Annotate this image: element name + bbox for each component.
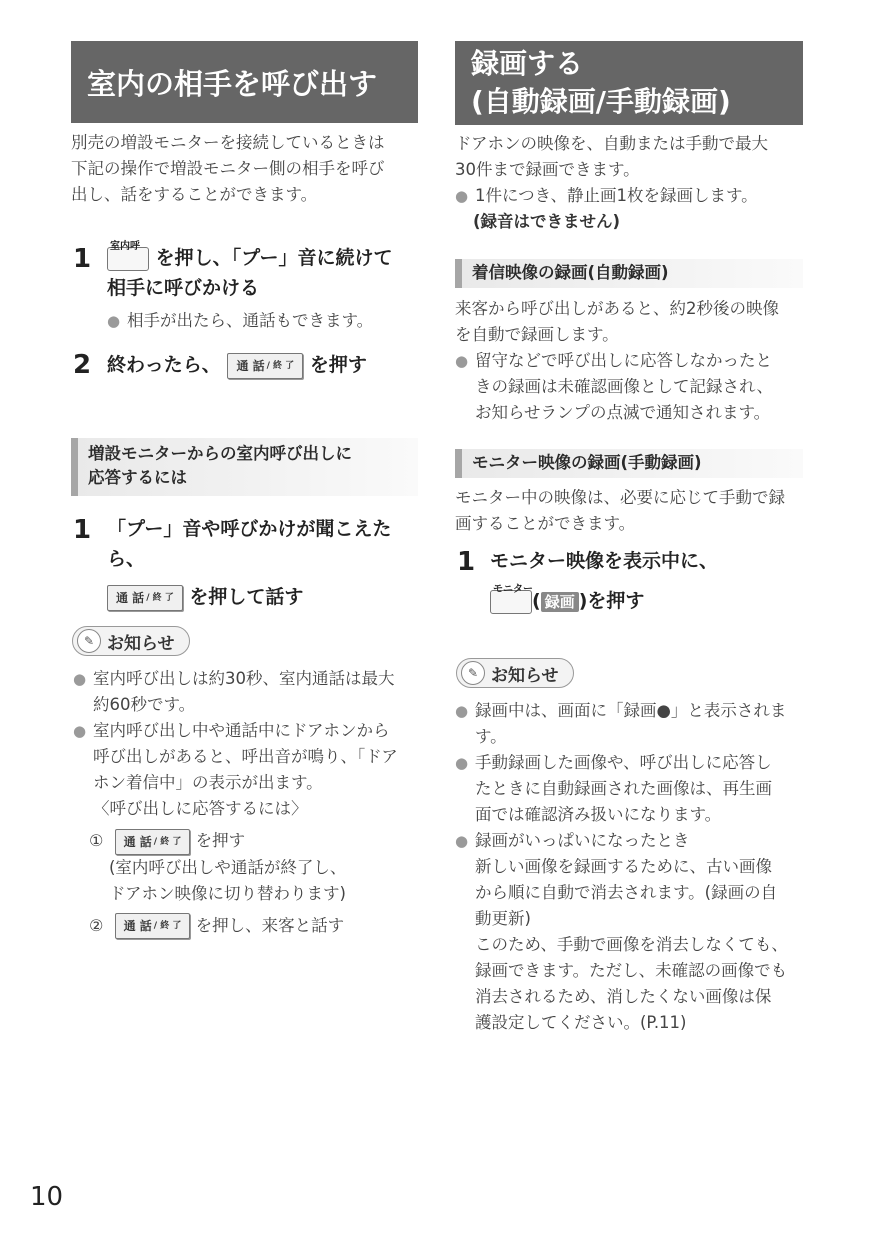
item-text: を押す: [195, 831, 246, 850]
notice-label: お知らせ: [491, 665, 559, 686]
bullet-text: 1件につき、静止画1枚を録画します。: [475, 186, 758, 205]
paren: (: [532, 590, 541, 612]
bullet-text: す。: [475, 727, 507, 746]
button-label-small: / 終 了: [153, 921, 182, 931]
bullet-item: [107, 308, 447, 334]
step-number: 1: [73, 515, 92, 545]
button-label: 通 話: [123, 834, 152, 849]
right-subheading-auto: [455, 259, 803, 288]
left-header-text: 室内の相手を呼び出す: [87, 66, 378, 101]
talk-end-button[interactable]: [115, 913, 191, 939]
bullet-text: ● 室内呼び出しは約30秒、室内通話は最大: [93, 669, 395, 688]
notice-label: お知らせ: [107, 633, 175, 654]
right-header-line: 録画する: [471, 47, 584, 80]
bullet-item: [455, 750, 805, 828]
bullet-text: このため、手動で画像を消去しなくても、: [475, 935, 788, 954]
step-number: 2: [73, 350, 92, 380]
body-line: モニター中の映像は、必要に応じて手動で録: [455, 488, 785, 507]
right-header-line: (自動録画/手動録画): [471, 85, 731, 118]
step-number: 1: [457, 547, 476, 577]
left-step3: [107, 514, 427, 612]
bullet-text: 面では確認済み扱いになります。: [475, 805, 722, 824]
step-text: 終わったら、: [107, 354, 221, 376]
notice-badge: [72, 626, 190, 656]
left-notice-list: [73, 666, 423, 939]
manual-record-text: [455, 485, 805, 537]
step-text: を押し、「プー」音に続けて: [155, 247, 393, 269]
bullet-item: [455, 348, 805, 426]
button-label-small: / 終 了: [153, 836, 182, 847]
bullet-text: 新しい画像を録画するために、古い画像: [475, 857, 772, 876]
notice-icon: ✎: [461, 661, 485, 685]
note-text: ドアホン映像に切り替わります): [109, 883, 346, 903]
bullet-text: から順に自動で消去されます。(録画の自: [475, 883, 778, 902]
subheading-text: 着信映像の録画(自動録画): [472, 263, 669, 282]
subheading-line: 応答するには: [88, 468, 187, 487]
bullet-text: ● 留守などで呼び出しに応答しなかったと: [475, 351, 772, 370]
subheading-line: 増設モニターからの室内呼び出しに: [88, 444, 352, 463]
answer-heading: 〈呼び出しに応答するには〉: [93, 799, 308, 818]
left-section-header: [71, 41, 418, 123]
right-intro: [455, 131, 805, 235]
button-label-small: / 終 了: [266, 360, 295, 371]
bullet-text: 消去されるため、消したくない画像は保: [475, 987, 772, 1006]
bullet-text: ● 手動録画した画像や、呼び出しに応答し: [475, 753, 772, 772]
bullet-text: 約60秒です。: [93, 695, 196, 714]
intercom-button[interactable]: [107, 240, 149, 271]
bullet-text: 動更新): [475, 909, 531, 928]
bullet-text: ● 録画がいっぱいになったとき: [475, 831, 690, 850]
step-number: 1: [73, 244, 92, 274]
step-text: を押して話す: [189, 586, 304, 608]
step-text: 相手に呼びかける: [107, 277, 260, 299]
right-notice-list: [455, 698, 805, 1036]
bullet-text: 録画できます。ただし、未確認の画像でも: [475, 961, 788, 980]
monitor-button[interactable]: [490, 583, 533, 614]
bullet-text: 相手が出たら、通話もできます。: [127, 311, 374, 330]
auto-record-text: [455, 296, 805, 426]
record-key[interactable]: 録画: [541, 592, 579, 612]
intro-line: 30件まで録画できます。: [455, 160, 640, 179]
bullet-item: [73, 718, 423, 822]
circled-item: [73, 828, 423, 855]
subheading-text: モニター映像の録画(手動録画): [472, 453, 702, 472]
intro-line: ドアホンの映像を、自動または手動で最大: [455, 134, 769, 153]
button-label-small: / 終 了: [146, 592, 174, 603]
page-number: 10: [30, 1182, 64, 1212]
bullet-text: お知らせランプの点滅で通知されます。: [475, 403, 771, 422]
circled-item: [73, 913, 423, 940]
notice-badge: [456, 658, 574, 688]
button-label: 通 話: [116, 590, 145, 605]
right-step1: [490, 546, 800, 616]
body-line: 画することができます。: [455, 514, 636, 533]
note-text: (室内呼び出しや通話が終了し、: [109, 857, 347, 877]
left-intro-line: 出し、話をすることができます。: [71, 185, 318, 204]
circled-number: ②: [89, 915, 104, 935]
bullet-item: [73, 666, 423, 718]
bullet-text: 護設定してください。(P.11): [475, 1013, 687, 1032]
bullet-text: ● 録画中は、画面に「録画●」と表示されま: [475, 701, 787, 720]
left-step1: [107, 240, 427, 303]
body-line: を自動で録画します。: [455, 325, 619, 344]
right-subheading-manual: [455, 449, 803, 478]
bullet-item: [455, 698, 805, 750]
left-intro-line: 別売の増設モニターを接続しているときは: [71, 133, 385, 152]
talk-end-button[interactable]: [227, 353, 303, 379]
item-text: を押し、来客と話す: [195, 915, 345, 935]
bullet-text: たときに自動録画された画像は、再生画: [475, 779, 772, 798]
step-text: )を押す: [578, 590, 645, 612]
intercom-button-caption: 室内呼: [110, 240, 140, 252]
bullet-text: ● 室内呼び出し中や通話中にドアホンから: [93, 721, 390, 740]
bullet-text: ホン着信中」の表示が出ます。: [93, 773, 323, 792]
left-step2: [107, 350, 427, 380]
left-intro-line: 下記の操作で増設モニター側の相手を呼び: [71, 159, 385, 178]
button-label: 通 話: [123, 919, 152, 933]
bullet-text: きの録画は未確認画像として記録され、: [475, 377, 773, 396]
bullet-item: [455, 183, 805, 209]
right-section-header: [455, 41, 803, 125]
bullet-item: [455, 828, 805, 1036]
bullet-text: 呼び出しがあると、呼出音が鳴り、「ドア: [93, 747, 398, 766]
notice-icon: ✎: [77, 629, 101, 653]
talk-end-button[interactable]: [115, 829, 191, 855]
left-intro: [71, 130, 421, 208]
step-text: モニター映像を表示中に、: [490, 550, 719, 572]
left-subheading: [71, 438, 418, 496]
step-text: 「プー」音や呼びかけが聞こえたら、: [107, 518, 392, 570]
button-label: 通 話: [236, 358, 265, 373]
circled-note: [73, 855, 423, 907]
step-text: を押す: [309, 354, 367, 376]
circled-number: ①: [89, 831, 104, 850]
body-line: 来客から呼び出しがあると、約2秒後の映像: [455, 299, 779, 318]
talk-end-button[interactable]: [107, 585, 183, 611]
intro-note: (録音はできません): [473, 212, 621, 231]
monitor-button-caption: モニター: [493, 583, 533, 595]
